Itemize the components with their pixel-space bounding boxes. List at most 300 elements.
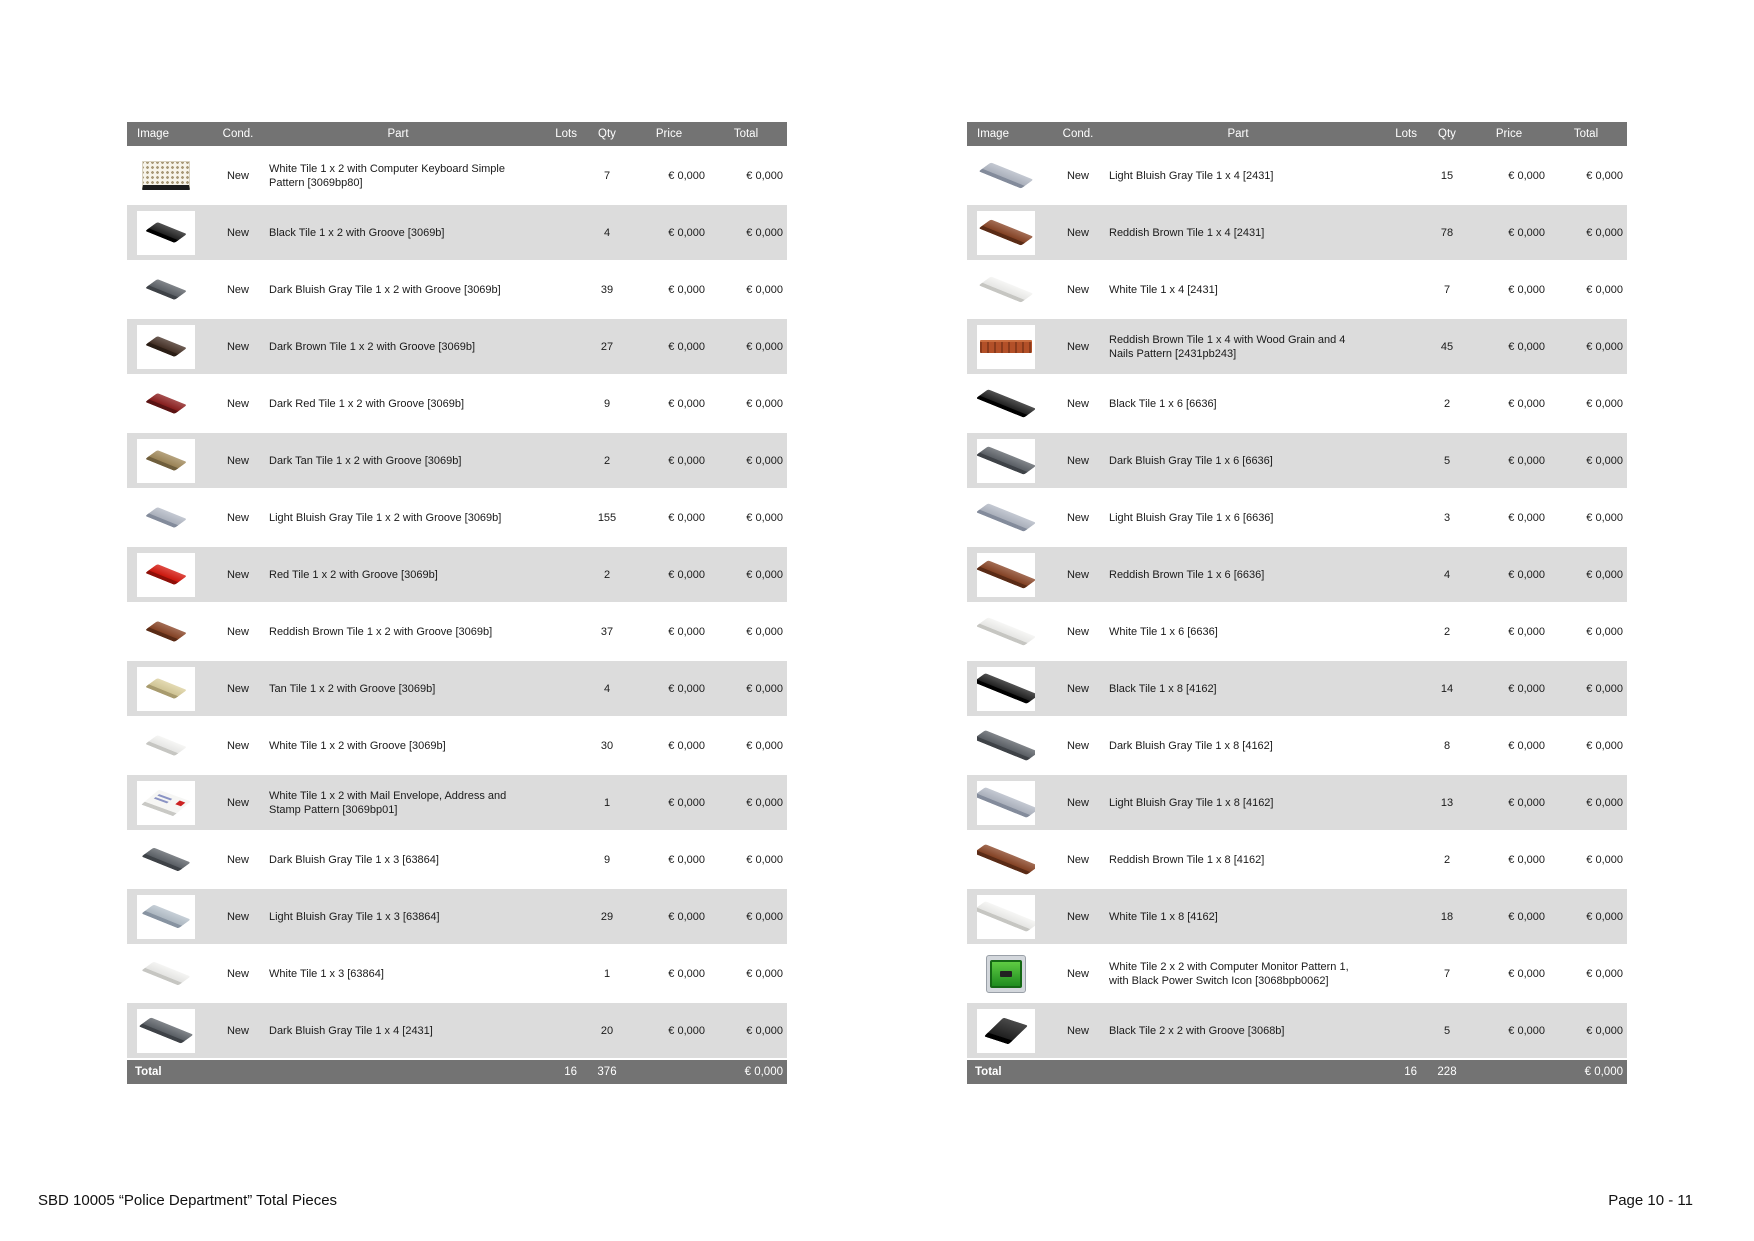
part-image <box>977 1009 1035 1053</box>
table-row <box>127 547 787 602</box>
cell-part-name: White Tile 2 x 2 with Computer Monitor Pattern 1, with Black Power Switch Icon [3068bpb0062] <box>1109 960 1349 987</box>
tile-keyboard-icon <box>142 161 190 190</box>
cell-price: € 0,000 <box>1508 1024 1545 1037</box>
cell-part-name: White Tile 1 x 2 with Computer Keyboard Simple Pattern [3069bp80] <box>269 162 505 189</box>
cell-image <box>127 211 207 255</box>
total-lots: 16 <box>1404 1066 1417 1078</box>
table-row <box>967 433 1627 488</box>
cell-total: € 0,000 <box>746 511 783 524</box>
tile-iso-icon <box>145 735 187 756</box>
cell-total: € 0,000 <box>746 226 783 239</box>
cell-qty: 2 <box>1443 397 1451 410</box>
tile-iso-icon <box>978 162 1033 188</box>
cell-image <box>127 724 207 768</box>
part-image <box>137 1009 195 1053</box>
cell-price: € 0,000 <box>1508 169 1545 182</box>
cell-part-name: Black Tile 1 x 2 with Groove [3069b] <box>269 226 445 239</box>
cell-total: € 0,000 <box>1586 454 1623 467</box>
monitor-screen-icon <box>990 960 1022 988</box>
table-row <box>967 319 1627 374</box>
cell-price: € 0,000 <box>1508 568 1545 581</box>
cell-condition: New <box>1066 397 1089 410</box>
cell-image <box>967 895 1047 939</box>
part-image <box>137 781 195 825</box>
tile-iso-icon <box>141 905 190 929</box>
table-row <box>127 775 787 830</box>
cell-image <box>967 667 1047 711</box>
cell-qty: 1 <box>603 796 611 809</box>
column-header-qty: Qty <box>598 128 616 140</box>
tile-iso-icon <box>977 503 1035 531</box>
tile-iso-icon <box>977 560 1035 588</box>
cell-price: € 0,000 <box>1508 967 1545 980</box>
total-qty: 376 <box>597 1066 617 1078</box>
cell-part-name: White Tile 1 x 3 [63864] <box>269 967 384 980</box>
cell-price: € 0,000 <box>668 169 705 182</box>
cell-price: € 0,000 <box>1508 625 1545 638</box>
cell-price: € 0,000 <box>1508 853 1545 866</box>
table-row <box>967 1003 1627 1058</box>
cell-total: € 0,000 <box>746 568 783 581</box>
cell-part-name: Dark Bluish Gray Tile 1 x 3 [63864] <box>269 853 439 866</box>
cell-qty: 29 <box>600 910 614 923</box>
part-image <box>137 496 195 540</box>
cell-total: € 0,000 <box>746 853 783 866</box>
part-image <box>977 268 1035 312</box>
cell-condition: New <box>1066 967 1089 980</box>
tile-woodgrain-icon <box>980 340 1032 353</box>
cell-image <box>967 724 1047 768</box>
cell-condition: New <box>226 682 249 695</box>
tile-iso-icon <box>977 730 1035 761</box>
part-image <box>977 496 1035 540</box>
cell-qty: 8 <box>1443 739 1451 752</box>
cell-price: € 0,000 <box>1508 511 1545 524</box>
cell-price: € 0,000 <box>1508 910 1545 923</box>
cell-image <box>127 325 207 369</box>
part-image <box>137 439 195 483</box>
table-row <box>127 946 787 1001</box>
cell-qty: 5 <box>1443 454 1451 467</box>
tile-iso-icon <box>138 1017 193 1043</box>
cell-image <box>967 211 1047 255</box>
tile-iso-icon <box>145 450 187 471</box>
cell-part-name: Dark Red Tile 1 x 2 with Groove [3069b] <box>269 397 465 410</box>
cell-condition: New <box>226 454 249 467</box>
cell-qty: 155 <box>597 511 617 524</box>
cell-image <box>127 667 207 711</box>
tile-iso-icon <box>145 507 187 528</box>
cell-part-name: Black Tile 1 x 8 [4162] <box>1109 682 1217 695</box>
cell-part-name: Tan Tile 1 x 2 with Groove [3069b] <box>269 682 436 695</box>
cell-price: € 0,000 <box>668 511 705 524</box>
cell-qty: 9 <box>603 397 611 410</box>
tile-iso-icon <box>977 901 1035 932</box>
tile-mail-icon <box>141 789 191 815</box>
cell-condition: New <box>226 568 249 581</box>
part-image <box>977 667 1035 711</box>
cell-total: € 0,000 <box>1586 739 1623 752</box>
part-image <box>977 325 1035 369</box>
part-image <box>977 610 1035 654</box>
part-image <box>137 667 195 711</box>
table-row <box>127 376 787 431</box>
table-row <box>967 262 1627 317</box>
cell-image <box>967 781 1047 825</box>
cell-price: € 0,000 <box>1508 739 1545 752</box>
footer-title: SBD 10005 “Police Department” Total Pieces <box>38 1192 338 1209</box>
tile-iso-icon <box>977 617 1035 645</box>
cell-qty: 1 <box>603 967 611 980</box>
cell-qty: 2 <box>603 454 611 467</box>
table-row <box>967 832 1627 887</box>
cell-total: € 0,000 <box>746 682 783 695</box>
part-image <box>137 382 195 426</box>
cell-qty: 37 <box>600 625 614 638</box>
part-image <box>977 382 1035 426</box>
part-image <box>977 838 1035 882</box>
cell-condition: New <box>1066 625 1089 638</box>
cell-condition: New <box>226 853 249 866</box>
cell-total: € 0,000 <box>746 1024 783 1037</box>
table-row <box>127 319 787 374</box>
cell-condition: New <box>226 226 249 239</box>
cell-qty: 45 <box>1440 340 1454 353</box>
cell-qty: 20 <box>600 1024 614 1037</box>
cell-image <box>127 838 207 882</box>
table-row <box>127 889 787 944</box>
part-image <box>137 211 195 255</box>
tile-iso-icon <box>977 844 1035 875</box>
cell-qty: 4 <box>1443 568 1451 581</box>
table-header-row <box>127 122 787 146</box>
cell-price: € 0,000 <box>668 226 705 239</box>
cell-total: € 0,000 <box>1586 625 1623 638</box>
table-row <box>967 547 1627 602</box>
cell-qty: 2 <box>1443 625 1451 638</box>
cell-part-name: Dark Bluish Gray Tile 1 x 4 [2431] <box>269 1024 433 1037</box>
cell-image <box>967 382 1047 426</box>
cell-image <box>127 895 207 939</box>
cell-condition: New <box>226 625 249 638</box>
cell-condition: New <box>226 739 249 752</box>
cell-condition: New <box>1066 511 1089 524</box>
table-row <box>967 775 1627 830</box>
cell-price: € 0,000 <box>668 625 705 638</box>
part-image <box>137 895 195 939</box>
part-image <box>137 553 195 597</box>
tile-iso-icon <box>977 389 1035 417</box>
cell-condition: New <box>1066 853 1089 866</box>
column-header-part: Part <box>387 128 409 140</box>
column-header-price: Price <box>655 128 683 140</box>
part-image <box>977 439 1035 483</box>
cell-total: € 0,000 <box>746 910 783 923</box>
tile-iso-icon <box>978 276 1033 302</box>
total-label: Total <box>975 1066 1002 1078</box>
cell-condition: New <box>226 169 249 182</box>
table-row <box>967 946 1627 1001</box>
column-header-total: Total <box>733 128 759 140</box>
cell-condition: New <box>1066 340 1089 353</box>
cell-price: € 0,000 <box>668 739 705 752</box>
cell-image <box>967 496 1047 540</box>
cell-image <box>967 1009 1047 1053</box>
cell-part-name: Dark Bluish Gray Tile 1 x 2 with Groove [3069b] <box>269 283 501 296</box>
cell-qty: 39 <box>600 283 614 296</box>
cell-price: € 0,000 <box>668 682 705 695</box>
table-total-row <box>127 1060 787 1084</box>
tile-iso-icon <box>145 336 187 357</box>
power-switch-icon <box>1000 971 1012 977</box>
cell-price: € 0,000 <box>668 967 705 980</box>
tile-iso-icon <box>977 673 1035 704</box>
cell-condition: New <box>1066 169 1089 182</box>
column-header-cond: Cond. <box>222 128 254 140</box>
cell-price: € 0,000 <box>1508 340 1545 353</box>
cell-price: € 0,000 <box>668 796 705 809</box>
cell-part-name: White Tile 1 x 8 [4162] <box>1109 910 1218 923</box>
table-header-row <box>967 122 1627 146</box>
cell-part-name: White Tile 1 x 6 [6636] <box>1109 625 1218 638</box>
table-row <box>127 661 787 716</box>
cell-image <box>127 496 207 540</box>
cell-price: € 0,000 <box>668 454 705 467</box>
cell-price: € 0,000 <box>668 910 705 923</box>
cell-part-name: White Tile 1 x 2 with Groove [3069b] <box>269 739 446 752</box>
cell-price: € 0,000 <box>1508 226 1545 239</box>
tile-iso-icon <box>977 787 1035 818</box>
part-image <box>977 781 1035 825</box>
cell-price: € 0,000 <box>1508 397 1545 410</box>
cell-condition: New <box>226 340 249 353</box>
cell-qty: 4 <box>603 226 611 239</box>
tile-iso-icon <box>978 219 1033 245</box>
cell-image <box>967 952 1047 996</box>
cell-price: € 0,000 <box>1508 682 1545 695</box>
part-image <box>977 553 1035 597</box>
cell-total: € 0,000 <box>1586 511 1623 524</box>
cell-image <box>967 268 1047 312</box>
cell-image <box>967 325 1047 369</box>
table-row <box>967 661 1627 716</box>
cell-total: € 0,000 <box>746 340 783 353</box>
table-row <box>967 490 1627 545</box>
tile-iso-icon <box>145 279 187 300</box>
cell-image <box>127 382 207 426</box>
cell-qty: 27 <box>600 340 614 353</box>
tile-iso-icon <box>145 678 187 699</box>
tile-iso-icon <box>977 446 1035 474</box>
column-header-lots: Lots <box>555 128 577 140</box>
cell-total: € 0,000 <box>746 739 783 752</box>
cell-condition: New <box>1066 226 1089 239</box>
cell-qty: 7 <box>1443 283 1451 296</box>
tile-iso-icon <box>145 621 187 642</box>
cell-part-name: Dark Brown Tile 1 x 2 with Groove [3069b] <box>269 340 476 353</box>
cell-total: € 0,000 <box>1586 283 1623 296</box>
cell-condition: New <box>226 796 249 809</box>
cell-total: € 0,000 <box>1586 226 1623 239</box>
cell-image <box>967 154 1047 198</box>
cell-part-name: Reddish Brown Tile 1 x 4 with Wood Grain and 4 Nails Pattern [2431pb243] <box>1109 333 1346 360</box>
cell-total: € 0,000 <box>746 625 783 638</box>
tile-iso-icon <box>145 393 187 414</box>
table-row <box>127 148 787 203</box>
table-row <box>967 889 1627 944</box>
cell-condition: New <box>226 967 249 980</box>
column-header-total: Total <box>1573 128 1599 140</box>
table-row <box>127 205 787 260</box>
cell-image <box>127 610 207 654</box>
cell-total: € 0,000 <box>746 967 783 980</box>
cell-part-name: Light Bluish Gray Tile 1 x 3 [63864] <box>269 910 440 923</box>
part-image <box>137 325 195 369</box>
total-qty: 228 <box>1437 1066 1457 1078</box>
column-header-lots: Lots <box>1395 128 1417 140</box>
cell-part-name: Reddish Brown Tile 1 x 2 with Groove [3069b] <box>269 625 493 638</box>
cell-condition: New <box>1066 1024 1089 1037</box>
table-row <box>967 205 1627 260</box>
table-row <box>127 604 787 659</box>
cell-total: € 0,000 <box>1586 682 1623 695</box>
cell-qty: 4 <box>603 682 611 695</box>
cell-image <box>127 1009 207 1053</box>
parts-table-right <box>967 122 1627 1084</box>
cell-total: € 0,000 <box>746 796 783 809</box>
column-header-part: Part <box>1227 128 1249 140</box>
part-image <box>977 895 1035 939</box>
cell-qty: 9 <box>603 853 611 866</box>
part-image <box>977 154 1035 198</box>
cell-part-name: Dark Bluish Gray Tile 1 x 8 [4162] <box>1109 739 1273 752</box>
cell-condition: New <box>226 283 249 296</box>
cell-qty: 13 <box>1440 796 1454 809</box>
cell-part-name: Black Tile 2 x 2 with Groove [3068b] <box>1109 1024 1285 1037</box>
part-image <box>137 610 195 654</box>
cell-total: € 0,000 <box>1586 397 1623 410</box>
cell-total: € 0,000 <box>1586 796 1623 809</box>
cell-condition: New <box>1066 454 1089 467</box>
page-number: Page 10 - 11 <box>1608 1192 1693 1209</box>
cell-qty: 78 <box>1440 226 1454 239</box>
cell-total: € 0,000 <box>746 283 783 296</box>
table-row <box>967 376 1627 431</box>
cell-total: € 0,000 <box>746 397 783 410</box>
cell-image <box>967 553 1047 597</box>
cell-condition: New <box>1066 283 1089 296</box>
total-lots: 16 <box>564 1066 577 1078</box>
cell-total: € 0,000 <box>1586 910 1623 923</box>
cell-total: € 0,000 <box>746 454 783 467</box>
cell-qty: 2 <box>1443 853 1451 866</box>
cell-qty: 7 <box>1443 967 1451 980</box>
cell-qty: 2 <box>603 568 611 581</box>
cell-total: € 0,000 <box>1586 853 1623 866</box>
tile-iso-icon <box>145 564 187 585</box>
table-row <box>127 832 787 887</box>
cell-image <box>127 553 207 597</box>
cell-total: € 0,000 <box>1586 169 1623 182</box>
cell-condition: New <box>1066 796 1089 809</box>
cell-total: € 0,000 <box>1586 340 1623 353</box>
cell-condition: New <box>226 397 249 410</box>
part-image <box>977 952 1035 996</box>
cell-part-name: Dark Bluish Gray Tile 1 x 6 [6636] <box>1109 454 1273 467</box>
cell-qty: 5 <box>1443 1024 1451 1037</box>
cell-total: € 0,000 <box>1586 568 1623 581</box>
table-total-row <box>967 1060 1627 1084</box>
part-image <box>137 724 195 768</box>
table-row <box>127 1003 787 1058</box>
cell-image <box>127 781 207 825</box>
cell-price: € 0,000 <box>668 283 705 296</box>
cell-condition: New <box>1066 739 1089 752</box>
cell-condition: New <box>226 511 249 524</box>
cell-total: € 0,000 <box>746 169 783 182</box>
cell-part-name: Light Bluish Gray Tile 1 x 2 with Groove [3069b] <box>269 511 502 524</box>
cell-part-name: Dark Tan Tile 1 x 2 with Groove [3069b] <box>269 454 462 467</box>
cell-condition: New <box>226 910 249 923</box>
column-header-image: Image <box>977 128 1009 140</box>
cell-part-name: Black Tile 1 x 6 [6636] <box>1109 397 1217 410</box>
cell-qty: 7 <box>603 169 611 182</box>
tile-monitor-icon <box>986 955 1026 993</box>
tables-area <box>127 122 1627 1084</box>
part-image <box>977 211 1035 255</box>
cell-part-name: Reddish Brown Tile 1 x 8 [4162] <box>1109 853 1265 866</box>
column-header-qty: Qty <box>1438 128 1456 140</box>
total-value: € 0,000 <box>1584 1066 1623 1078</box>
cell-image <box>967 610 1047 654</box>
cell-condition: New <box>1066 568 1089 581</box>
address-lines-icon <box>157 794 172 800</box>
table-row <box>127 490 787 545</box>
cell-part-name: Light Bluish Gray Tile 1 x 8 [4162] <box>1109 796 1274 809</box>
cell-part-name: Reddish Brown Tile 1 x 4 [2431] <box>1109 226 1265 239</box>
part-image <box>137 154 195 198</box>
parts-table-left <box>127 122 787 1084</box>
cell-part-name: Light Bluish Gray Tile 1 x 6 [6636] <box>1109 511 1274 524</box>
column-header-image: Image <box>137 128 169 140</box>
cell-part-name: White Tile 1 x 4 [2431] <box>1109 283 1218 296</box>
cell-price: € 0,000 <box>668 340 705 353</box>
part-image <box>977 724 1035 768</box>
tile-square-icon <box>984 1017 1028 1044</box>
cell-part-name: Reddish Brown Tile 1 x 6 [6636] <box>1109 568 1265 581</box>
tile-iso-icon <box>141 962 190 986</box>
cell-price: € 0,000 <box>668 397 705 410</box>
cell-qty: 18 <box>1440 910 1454 923</box>
part-image <box>137 952 195 996</box>
cell-part-name: White Tile 1 x 2 with Mail Envelope, Address and Stamp Pattern [3069bp01] <box>269 789 507 816</box>
cell-qty: 15 <box>1440 169 1454 182</box>
cell-price: € 0,000 <box>1508 283 1545 296</box>
cell-qty: 30 <box>600 739 614 752</box>
cell-qty: 14 <box>1440 682 1454 695</box>
cell-image <box>127 439 207 483</box>
cell-condition: New <box>1066 682 1089 695</box>
cell-total: € 0,000 <box>1586 967 1623 980</box>
cell-price: € 0,000 <box>668 853 705 866</box>
cell-condition: New <box>1066 910 1089 923</box>
table-row <box>127 718 787 773</box>
cell-part-name: Red Tile 1 x 2 with Groove [3069b] <box>269 568 438 581</box>
table-row <box>127 433 787 488</box>
cell-price: € 0,000 <box>1508 796 1545 809</box>
cell-part-name: Light Bluish Gray Tile 1 x 4 [2431] <box>1109 169 1274 182</box>
total-value: € 0,000 <box>744 1066 783 1078</box>
